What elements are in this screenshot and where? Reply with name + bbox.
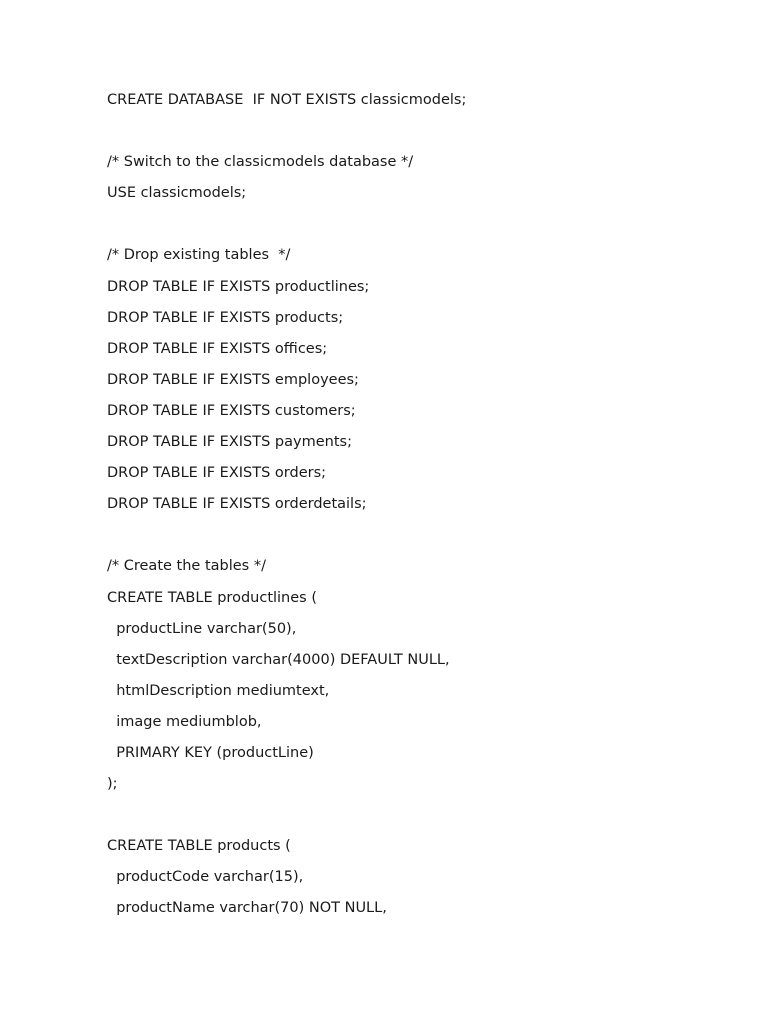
sql-line: htmlDescription mediumtext, — [107, 682, 330, 699]
sql-line: productCode varchar(15), — [107, 869, 304, 886]
sql-line: DROP TABLE IF EXISTS orderdetails; — [107, 496, 367, 513]
blank-line — [107, 116, 727, 147]
blank-line — [107, 520, 727, 551]
sql-line: DROP TABLE IF EXISTS productlines; — [107, 278, 370, 295]
sql-line: DROP TABLE IF EXISTS orders; — [107, 465, 327, 482]
sql-line: DROP TABLE IF EXISTS payments; — [107, 434, 352, 451]
sql-line: ); — [107, 776, 118, 793]
sql-line: DROP TABLE IF EXISTS offices; — [107, 340, 328, 357]
sql-comment: /* Drop existing tables */ — [107, 247, 291, 264]
sql-line: productName varchar(70) NOT NULL, — [107, 900, 387, 917]
sql-line: CREATE DATABASE IF NOT EXISTS classicmodels; — [107, 92, 467, 108]
sql-line: DROP TABLE IF EXISTS employees; — [107, 371, 359, 388]
sql-line: CREATE TABLE productlines ( — [107, 589, 317, 606]
blank-line — [107, 209, 727, 240]
sql-comment: /* Switch to the classicmodels database */ — [107, 154, 414, 171]
sql-line: USE classicmodels; — [107, 185, 247, 202]
sql-line: PRIMARY KEY (productLine) — [107, 744, 314, 761]
sql-line: productLine varchar(50), — [107, 620, 297, 637]
sql-line: textDescription varchar(4000) DEFAULT NULL, — [107, 651, 450, 668]
sql-line: image mediumblob, — [107, 713, 262, 730]
sql-line: CREATE TABLE products ( — [107, 838, 291, 855]
sql-line: DROP TABLE IF EXISTS products; — [107, 309, 344, 326]
sql-comment: /* Create the tables */ — [107, 558, 266, 575]
document-body — [107, 85, 727, 925]
blank-line — [107, 800, 727, 831]
sql-line: DROP TABLE IF EXISTS customers; — [107, 402, 356, 419]
